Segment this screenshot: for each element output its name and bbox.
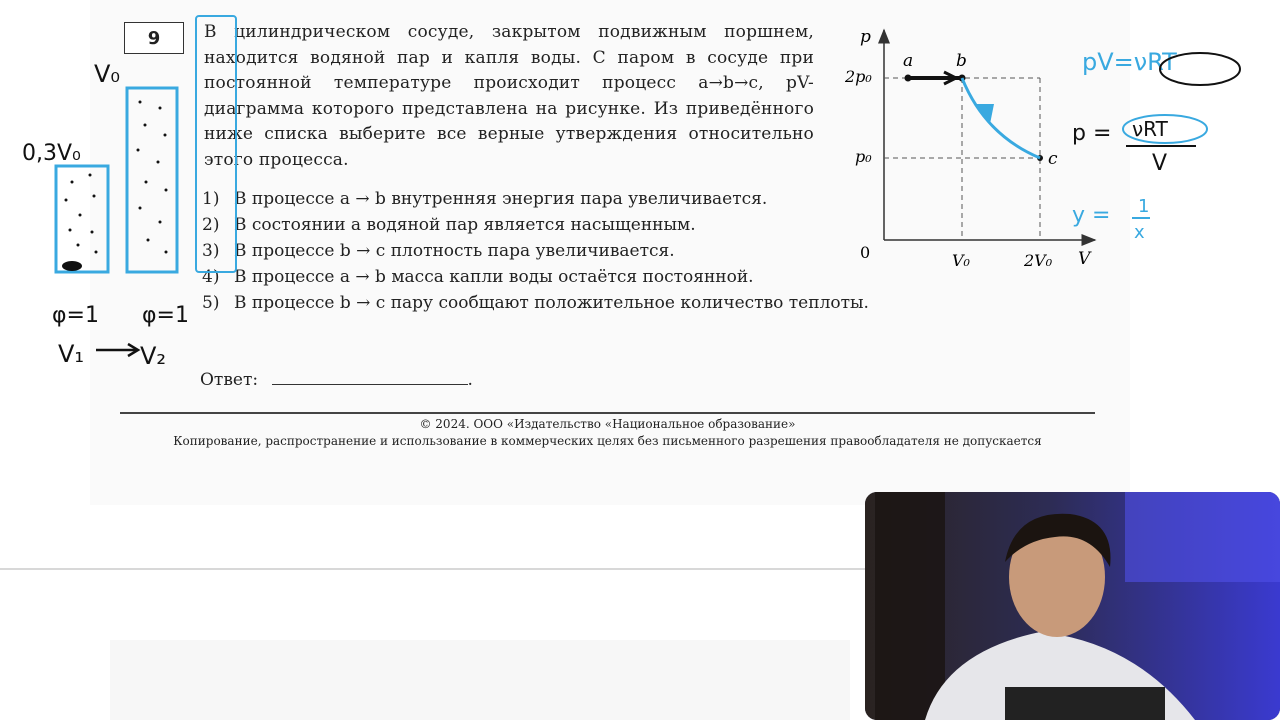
origin-label: 0 [860, 243, 871, 262]
hw-formula-v: V [1152, 151, 1168, 176]
webcam-overlay [865, 492, 1280, 720]
copyright-line: © 2024. ООО «Издательство «Национальное образование» [419, 417, 796, 431]
hw-v0-left: 0,3V₀ [22, 141, 81, 166]
hw-phi-right: φ=1 [142, 303, 189, 328]
answer-dot: . [467, 370, 473, 390]
answer-label: Ответ: [200, 370, 259, 390]
highlight-box [196, 16, 236, 272]
hw-formula-1: 1 [1138, 196, 1150, 217]
option-number: 3) [202, 241, 220, 261]
webcam-video [865, 492, 1280, 720]
option-number: 4) [202, 267, 220, 287]
hw-v2: V₂ [140, 342, 167, 370]
hw-formula-p: p = [1072, 121, 1112, 146]
water-drop [62, 261, 82, 271]
option-text: В процессе a → b масса капли воды остаётся постоянной. [234, 267, 754, 287]
option-number: 5) [202, 293, 220, 313]
v-axis-label: V [1078, 249, 1091, 269]
vessel-small [56, 166, 108, 272]
tick-p0: p₀ [855, 147, 872, 166]
option-text: В процессе b → c плотность пара увеличивается. [234, 241, 675, 261]
tick-2v0: 2V₀ [1024, 251, 1053, 270]
handwritten-labels [22, 48, 1240, 370]
option-number: 2) [202, 215, 220, 235]
copyright-notice: Копирование, распространение и использование в коммерческих целях без письменного разрешения правообладателя не допускается [173, 434, 1042, 448]
hw-phi-left: φ=1 [52, 303, 99, 328]
option-text: В процессе a → b внутренняя энергия пара увеличивается. [234, 189, 768, 209]
tick-v0: V₀ [952, 251, 970, 270]
p-axis-label: p [860, 27, 871, 47]
question-text: В цилиндрическом сосуде, закрытом подвижным поршнем, находится водяной пар и капля воды. С паром в сосуде при постоянной температуре происходит процесс a→b→c, pV-диаграмма которого представлена на рисунке. Из приведённого ниже списка выберите все верные утверждения относительно этого процесса. [204, 22, 814, 170]
label-b: b [956, 51, 967, 71]
option-text: В процессе b → c пару сообщают положительное количество теплоты. [234, 293, 869, 313]
task-number-box: 9 [124, 22, 184, 54]
vessel-large [127, 88, 177, 272]
label-c: c [1048, 149, 1058, 169]
hw-formula-pv: pV=νRT [1082, 48, 1177, 76]
vapor-dots-large [137, 101, 168, 254]
hw-formula-y: y = [1072, 203, 1111, 228]
hw-v1: V₁ [58, 340, 85, 368]
tablet [1005, 687, 1165, 720]
vapor-dots-small [65, 174, 98, 254]
hw-formula-nrt: νRT [1132, 117, 1168, 141]
tick-2p0: 2p₀ [845, 67, 872, 86]
option-text: В состоянии a водяной пар является насыщенным. [234, 215, 696, 235]
hw-v0-top: V₀ [94, 60, 121, 88]
option-number: 1) [202, 189, 220, 209]
label-a: a [903, 51, 914, 71]
hw-formula-x: x [1134, 222, 1145, 243]
